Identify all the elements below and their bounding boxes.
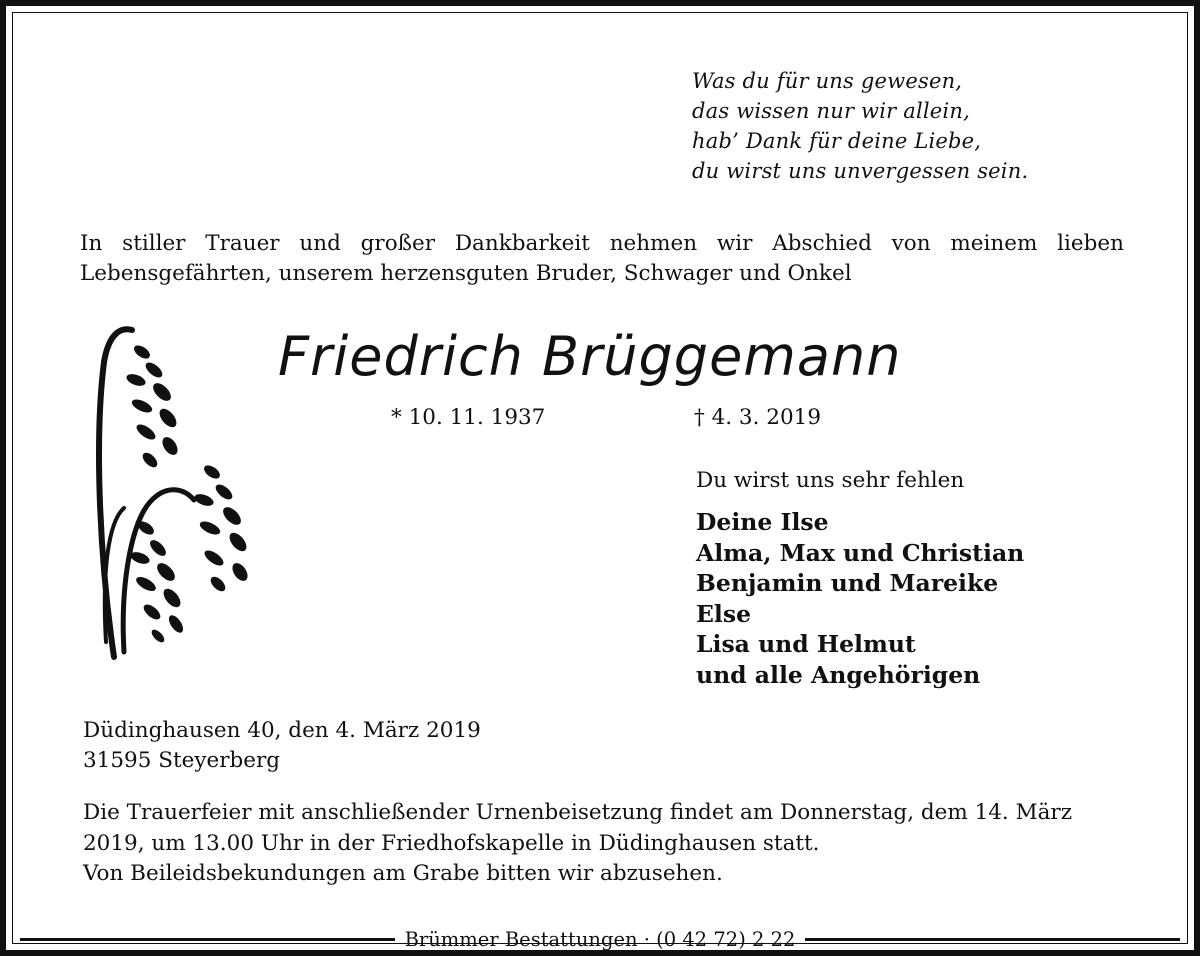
mourner-name: Lisa und Helmut [696, 630, 916, 658]
intro-line: In stiller Trauer und großer Dankbarkeit nehmen wir Abschied von meinem lieben [80, 231, 1124, 256]
intro-line: Lebensgefährten, unserem herzensguten Bruder, Schwager und Onkel [80, 261, 852, 286]
wheat-ears-icon [92, 322, 262, 662]
funeral-home-info: Brümmer Bestattungen · (0 42 72) 2 22 [404, 927, 796, 951]
deceased-name: Friedrich Brüggemann [278, 325, 902, 388]
ceremony-line: Die Trauerfeier mit anschließender Urnenbeisetzung findet am Donnerstag, dem 14. März [83, 800, 1073, 825]
mourner-name: Deine Ilse [696, 508, 829, 536]
mourner-name: Benjamin und Mareike [696, 569, 999, 597]
poem-line: das wissen nur wir allein, [692, 99, 970, 123]
condolences-note: Von Beileidsbekundungen am Grabe bitten wir abzusehen. [83, 861, 723, 886]
poem [692, 66, 1112, 186]
mourner-name: Alma, Max und Christian [696, 538, 1025, 567]
mourners-list [696, 507, 1024, 690]
footer-rule-right [805, 938, 1180, 941]
ceremony-line: 2019, um 13.00 Uhr in der Friedhofskapelle in Düdinghausen statt. [83, 831, 820, 856]
poem-line: du wirst uns unvergessen sein. [692, 159, 1029, 183]
mourners-heading: Du wirst uns sehr fehlen [696, 468, 965, 493]
mourner-name: und alle Angehörigen [696, 660, 981, 689]
footer [20, 924, 1180, 954]
footer-rule-left [20, 938, 395, 941]
poem-line: Was du für uns gewesen, [692, 69, 963, 93]
death-date: † 4. 3. 2019 [694, 405, 821, 430]
address-block [83, 716, 481, 776]
mourner-name: Else [696, 599, 752, 628]
poem-line: hab’ Dank für deine Liebe, [692, 129, 982, 153]
address-line: 31595 Steyerberg [83, 748, 280, 773]
intro-text [80, 229, 1124, 289]
ceremony-info [83, 797, 1133, 859]
address-line: Düdinghausen 40, den 4. März 2019 [83, 718, 481, 743]
birth-date: * 10. 11. 1937 [391, 405, 546, 430]
